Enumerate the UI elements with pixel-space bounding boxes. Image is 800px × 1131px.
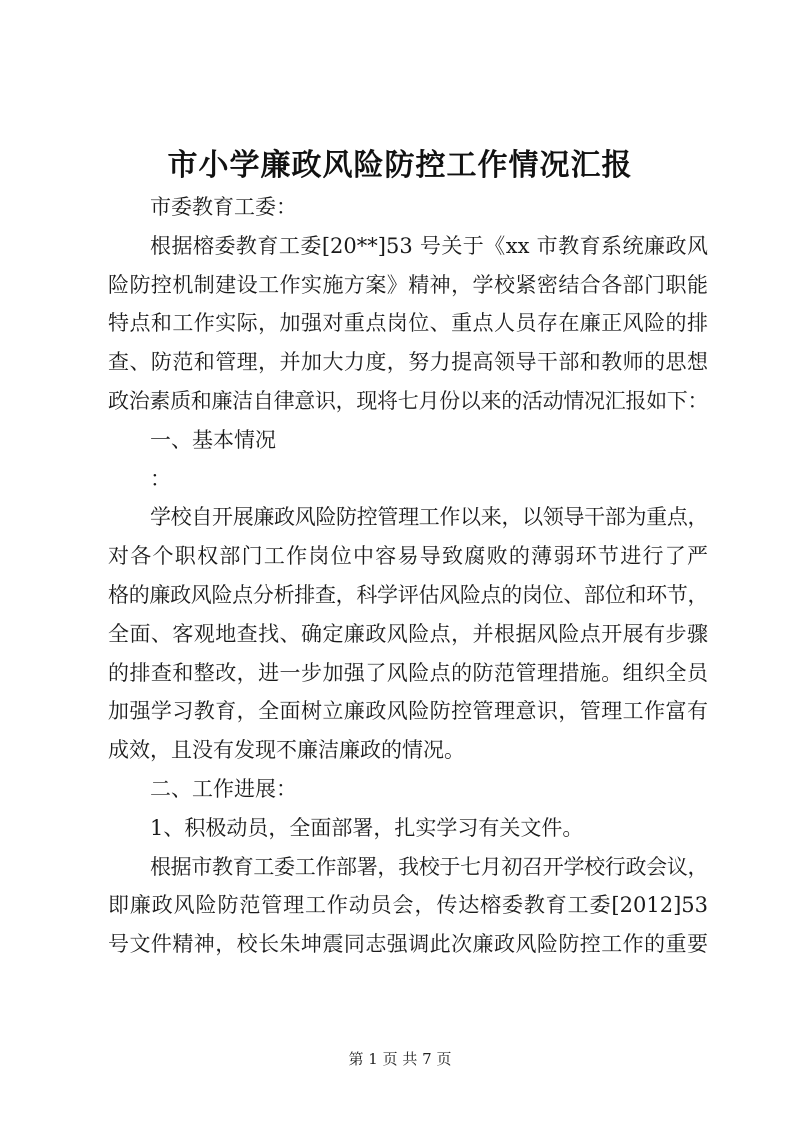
text-line: 根据市教育工委工作部署，我校于七月初召开学校行政会议，: [150, 854, 708, 879]
text-line: 市委教育工委：: [150, 195, 297, 219]
text-line: 加强学习教育，全面树立廉政风险防控管理意识，管理工作富有: [108, 699, 708, 724]
text-line: 政治素质和廉洁自律意识，现将七月份以来的活动情况汇报如下：: [108, 388, 708, 413]
text-line: 号文件精神，校长朱坤震同志强调此次廉政风险防控工作的重要: [108, 932, 708, 957]
text-line: 对各个职权部门工作岗位中容易导致腐败的薄弱环节进行了严: [108, 544, 708, 569]
text-line: 即廉政风险防范管理工作动员会，传达榕委教育工委[2012]53: [108, 893, 708, 918]
text-line: 根据榕委教育工委[20**]53 号关于《xx 市教育系统廉政风: [150, 233, 708, 258]
text-line: 特点和工作实际，加强对重点岗位、重点人员存在廉正风险的排: [108, 311, 708, 336]
text-line: 查、防范和管理，并加大力度，努力提高领导干部和教师的思想: [108, 350, 708, 375]
text-line: 一、基本情况: [150, 427, 276, 452]
text-line: 学校自开展廉政风险防控管理工作以来，以领导干部为重点，: [150, 505, 708, 530]
document-title: 市小学廉政风险防控工作情况汇报: [167, 148, 633, 183]
text-line: 险防控机制建设工作实施方案》精神，学校紧密结合各部门职能: [108, 272, 708, 297]
text-line: 格的廉政风险点分析排查，科学评估风险点的岗位、部位和环节，: [108, 582, 708, 607]
text-line: 1、积极动员，全面部署，扎实学习有关文件。: [150, 815, 584, 840]
text-line: 的排查和整改，进一步加强了风险点的防范管理措施。组织全员: [108, 660, 708, 685]
page-footer: 第 1 页 共 7 页: [348, 1050, 452, 1068]
document-body: [108, 188, 708, 964]
text-line: 二、工作进展：: [150, 776, 297, 801]
text-line: 成效，且没有发现不廉洁廉政的情况。: [108, 738, 465, 763]
text-line: 全面、客观地查找、确定廉政风险点，并根据风险点开展有步骤: [108, 621, 708, 646]
text-line: ：: [150, 466, 171, 491]
